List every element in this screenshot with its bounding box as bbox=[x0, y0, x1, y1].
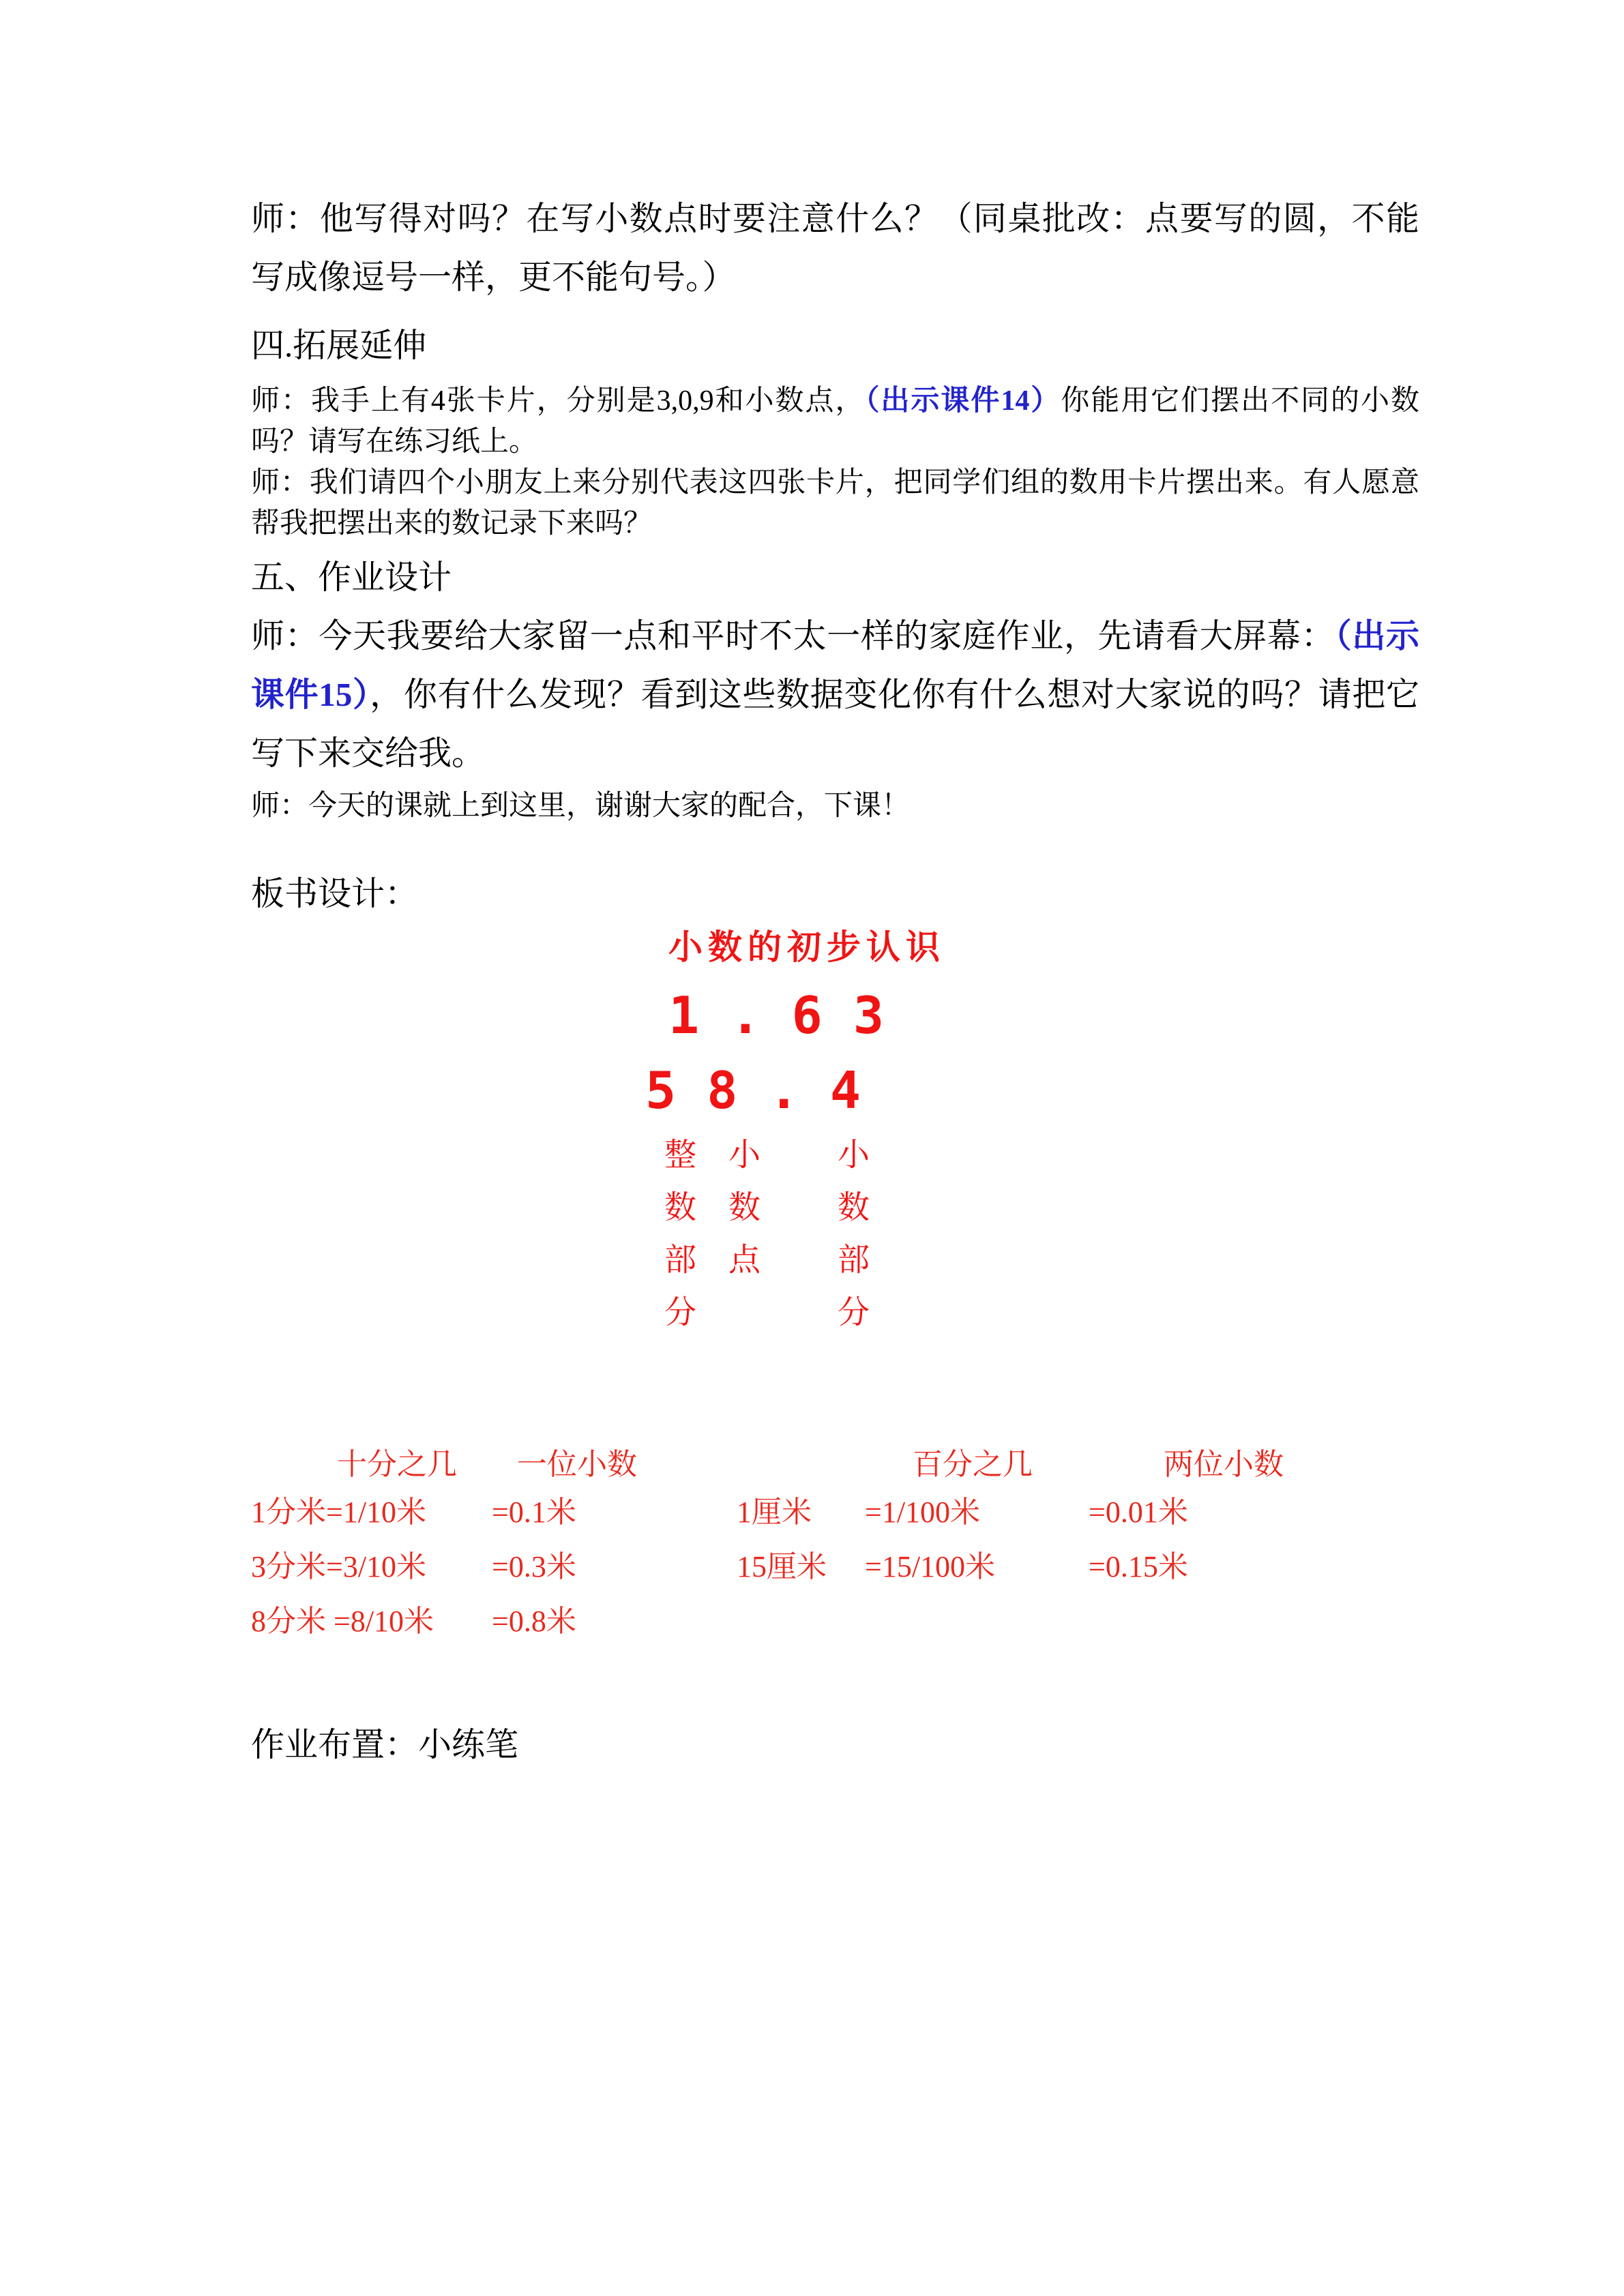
paragraph-four-students: 师：我们请四个小朋友上来分别代表这四张卡片，把同学们组的数用卡片摆出来。有人愿意帮我把摆出来的数记录下来吗？ bbox=[251, 467, 1419, 539]
table-cell: 8分米 =8/10米 bbox=[251, 1605, 434, 1638]
paragraph-cards-activity bbox=[251, 381, 1419, 462]
table-cell: =1/100米 bbox=[865, 1495, 981, 1529]
section-heading-4-extension: 四.拓展延伸 bbox=[251, 327, 427, 364]
board-title: 小数的初步认识 bbox=[668, 928, 945, 966]
board-design-section bbox=[251, 923, 1419, 1651]
header-hundredths: 百分之几 bbox=[913, 1448, 1033, 1481]
table-row bbox=[251, 1596, 1419, 1651]
text-segment: 师：我手上有4张卡片，分别是3,0,9和小数点， bbox=[251, 385, 866, 417]
table-cell: =0.1米 bbox=[492, 1495, 576, 1529]
courseware-ref-15: （出示课件15） bbox=[251, 617, 1419, 713]
table-cell: 3分米=3/10米 bbox=[251, 1550, 427, 1583]
table-cell: =0.15米 bbox=[1089, 1550, 1188, 1583]
header-two-place-decimal: 两位小数 bbox=[1164, 1448, 1284, 1481]
table-cell: =0.8米 bbox=[492, 1605, 576, 1638]
paragraph-class-end: 师：今天的课就上到这里，谢谢大家的配合，下课！ bbox=[251, 790, 911, 822]
table-row bbox=[251, 1487, 1419, 1542]
label-integer-part: 整数部分 bbox=[660, 1137, 695, 1347]
homework-note: 作业布置：小练笔 bbox=[251, 1726, 519, 1763]
board-number-row-2: 5 8 . 4 bbox=[645, 1060, 861, 1120]
board-design-label: 板书设计： bbox=[251, 875, 419, 912]
header-tenths: 十分之几 bbox=[337, 1448, 457, 1481]
label-decimal-point: 小数点 bbox=[724, 1137, 759, 1295]
text-segment: ，你有什么发现？看到这些数据变化你有什么想对大家说的吗？请把它写下来交给我。 bbox=[251, 676, 1419, 772]
section-heading-5-homework: 五、作业设计 bbox=[251, 558, 452, 596]
table-cell: =0.3米 bbox=[492, 1550, 576, 1583]
board-part-labels bbox=[660, 1137, 1419, 1347]
paragraph-teacher-check: 师：他写得对吗？在写小数点时要注意什么？（同桌批改：点要写的圆，不能写成像逗号一样，更不能句号。） bbox=[251, 200, 1419, 296]
table-cell: =0.01米 bbox=[1089, 1495, 1188, 1529]
courseware-ref-14: （出示课件14） bbox=[865, 385, 1061, 417]
board-summary-table bbox=[251, 1440, 1419, 1651]
label-decimal-part: 小数部分 bbox=[833, 1137, 868, 1347]
board-number-row-1: 1 . 6 3 bbox=[668, 985, 885, 1045]
table-cell: 1分米=1/10米 bbox=[251, 1495, 427, 1529]
header-one-place-decimal: 一位小数 bbox=[517, 1448, 637, 1481]
table-cell: 1厘米 bbox=[737, 1495, 812, 1529]
paragraph-homework-intro bbox=[251, 607, 1419, 783]
text-segment: 你能用它们摆出不同的小数吗？请写在练习纸上。 bbox=[251, 385, 1419, 458]
table-header-row bbox=[251, 1440, 1419, 1487]
table-cell: =15/100米 bbox=[865, 1550, 996, 1583]
text-segment: 师：今天我要给大家留一点和平时不太一样的家庭作业，先请看大屏幕： bbox=[251, 617, 1335, 655]
table-row bbox=[251, 1542, 1419, 1596]
table-cell: 15厘米 bbox=[737, 1550, 827, 1583]
